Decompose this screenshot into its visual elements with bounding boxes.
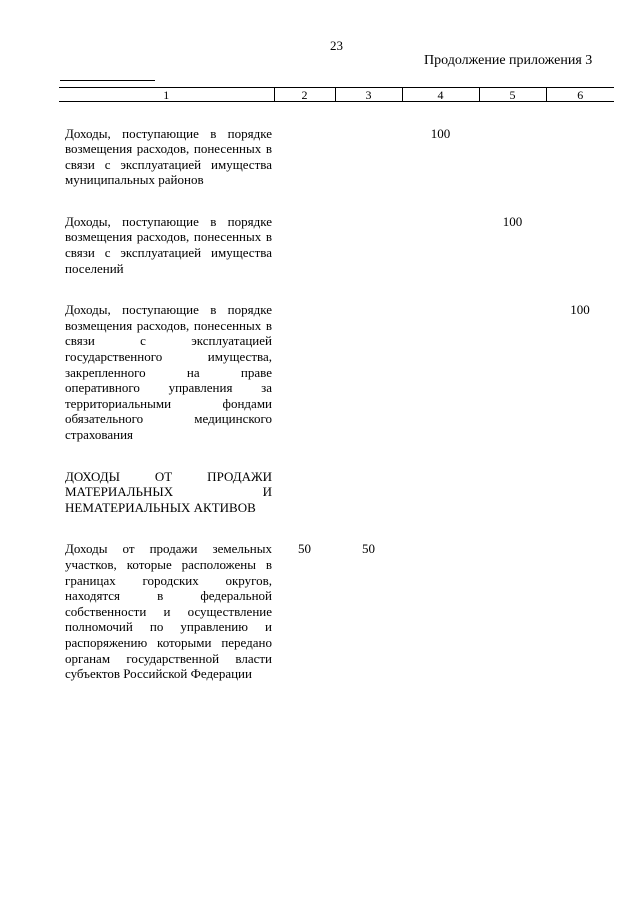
- row-value: [402, 302, 479, 442]
- row-value: [546, 469, 614, 516]
- spacer: [59, 443, 614, 469]
- row-value: 50: [298, 541, 311, 557]
- row-value: [479, 541, 546, 681]
- row-value: [335, 126, 402, 188]
- row-value: 100: [502, 213, 523, 229]
- row-value: 100: [570, 302, 590, 318]
- row-value: [335, 302, 402, 442]
- row-value: [546, 214, 614, 276]
- column-header: 1: [59, 88, 274, 102]
- row-value: [274, 126, 335, 188]
- page-number: 23: [330, 38, 343, 53]
- row-value: [546, 126, 614, 188]
- row-name: ДОХОДЫ ОТ ПРОДАЖИ МАТЕРИАЛЬНЫХ И НЕМАТЕРИАЛЬНЫХ АКТИВОВ: [65, 468, 272, 515]
- row-value: [274, 469, 335, 516]
- spacer: [59, 276, 614, 302]
- row-name: Доходы, поступающие в порядке возмещения расходов, понесенных в связи с эксплуатацией имущества поселений: [65, 213, 272, 276]
- spacer: [59, 102, 614, 126]
- row-value: [402, 469, 479, 516]
- column-header: 2: [274, 88, 335, 102]
- table-row: [59, 541, 614, 681]
- column-number-row: [59, 88, 614, 102]
- row-value: [274, 214, 335, 276]
- row-value: [546, 541, 614, 681]
- continuation-label: Продолжение приложения 3: [424, 53, 593, 68]
- row-value: [402, 214, 479, 276]
- row-value: [335, 214, 402, 276]
- row-value: [479, 126, 546, 188]
- column-header: 4: [402, 88, 479, 102]
- table-row: [59, 214, 614, 276]
- row-value: [335, 469, 402, 516]
- spacer: [59, 515, 614, 541]
- row-name: Доходы от продажи земельных участков, которые расположены в границах городских округов, находятся в федеральной собственности и осуществление полномочий по управлению и распоряжению которыми передано органам государственной власти субъектов Российской Федерации: [65, 541, 272, 682]
- row-value: 50: [362, 541, 375, 557]
- table-row: [59, 302, 614, 442]
- table-row: [59, 469, 614, 516]
- row-value: [479, 302, 546, 442]
- column-header: 3: [335, 88, 402, 102]
- row-name: Доходы, поступающие в порядке возмещения расходов, понесенных в связи с эксплуатацией имущества муниципальных районов: [65, 125, 272, 188]
- table-row: [59, 126, 614, 188]
- revenue-table: [59, 87, 614, 682]
- row-name: Доходы, поступающие в порядке возмещения расходов, понесенных в связи с эксплуатацией государственного имущества, закрепленного на праве оперативного управления за территориальными фондами обязательного медицинского страхования: [65, 302, 272, 442]
- column-header: 6: [546, 88, 614, 102]
- row-value: [479, 469, 546, 516]
- column-header: 5: [479, 88, 546, 102]
- header-rule: [60, 80, 155, 81]
- row-value: [402, 541, 479, 681]
- spacer: [59, 188, 614, 214]
- row-value: [274, 302, 335, 442]
- row-value: 100: [430, 125, 451, 141]
